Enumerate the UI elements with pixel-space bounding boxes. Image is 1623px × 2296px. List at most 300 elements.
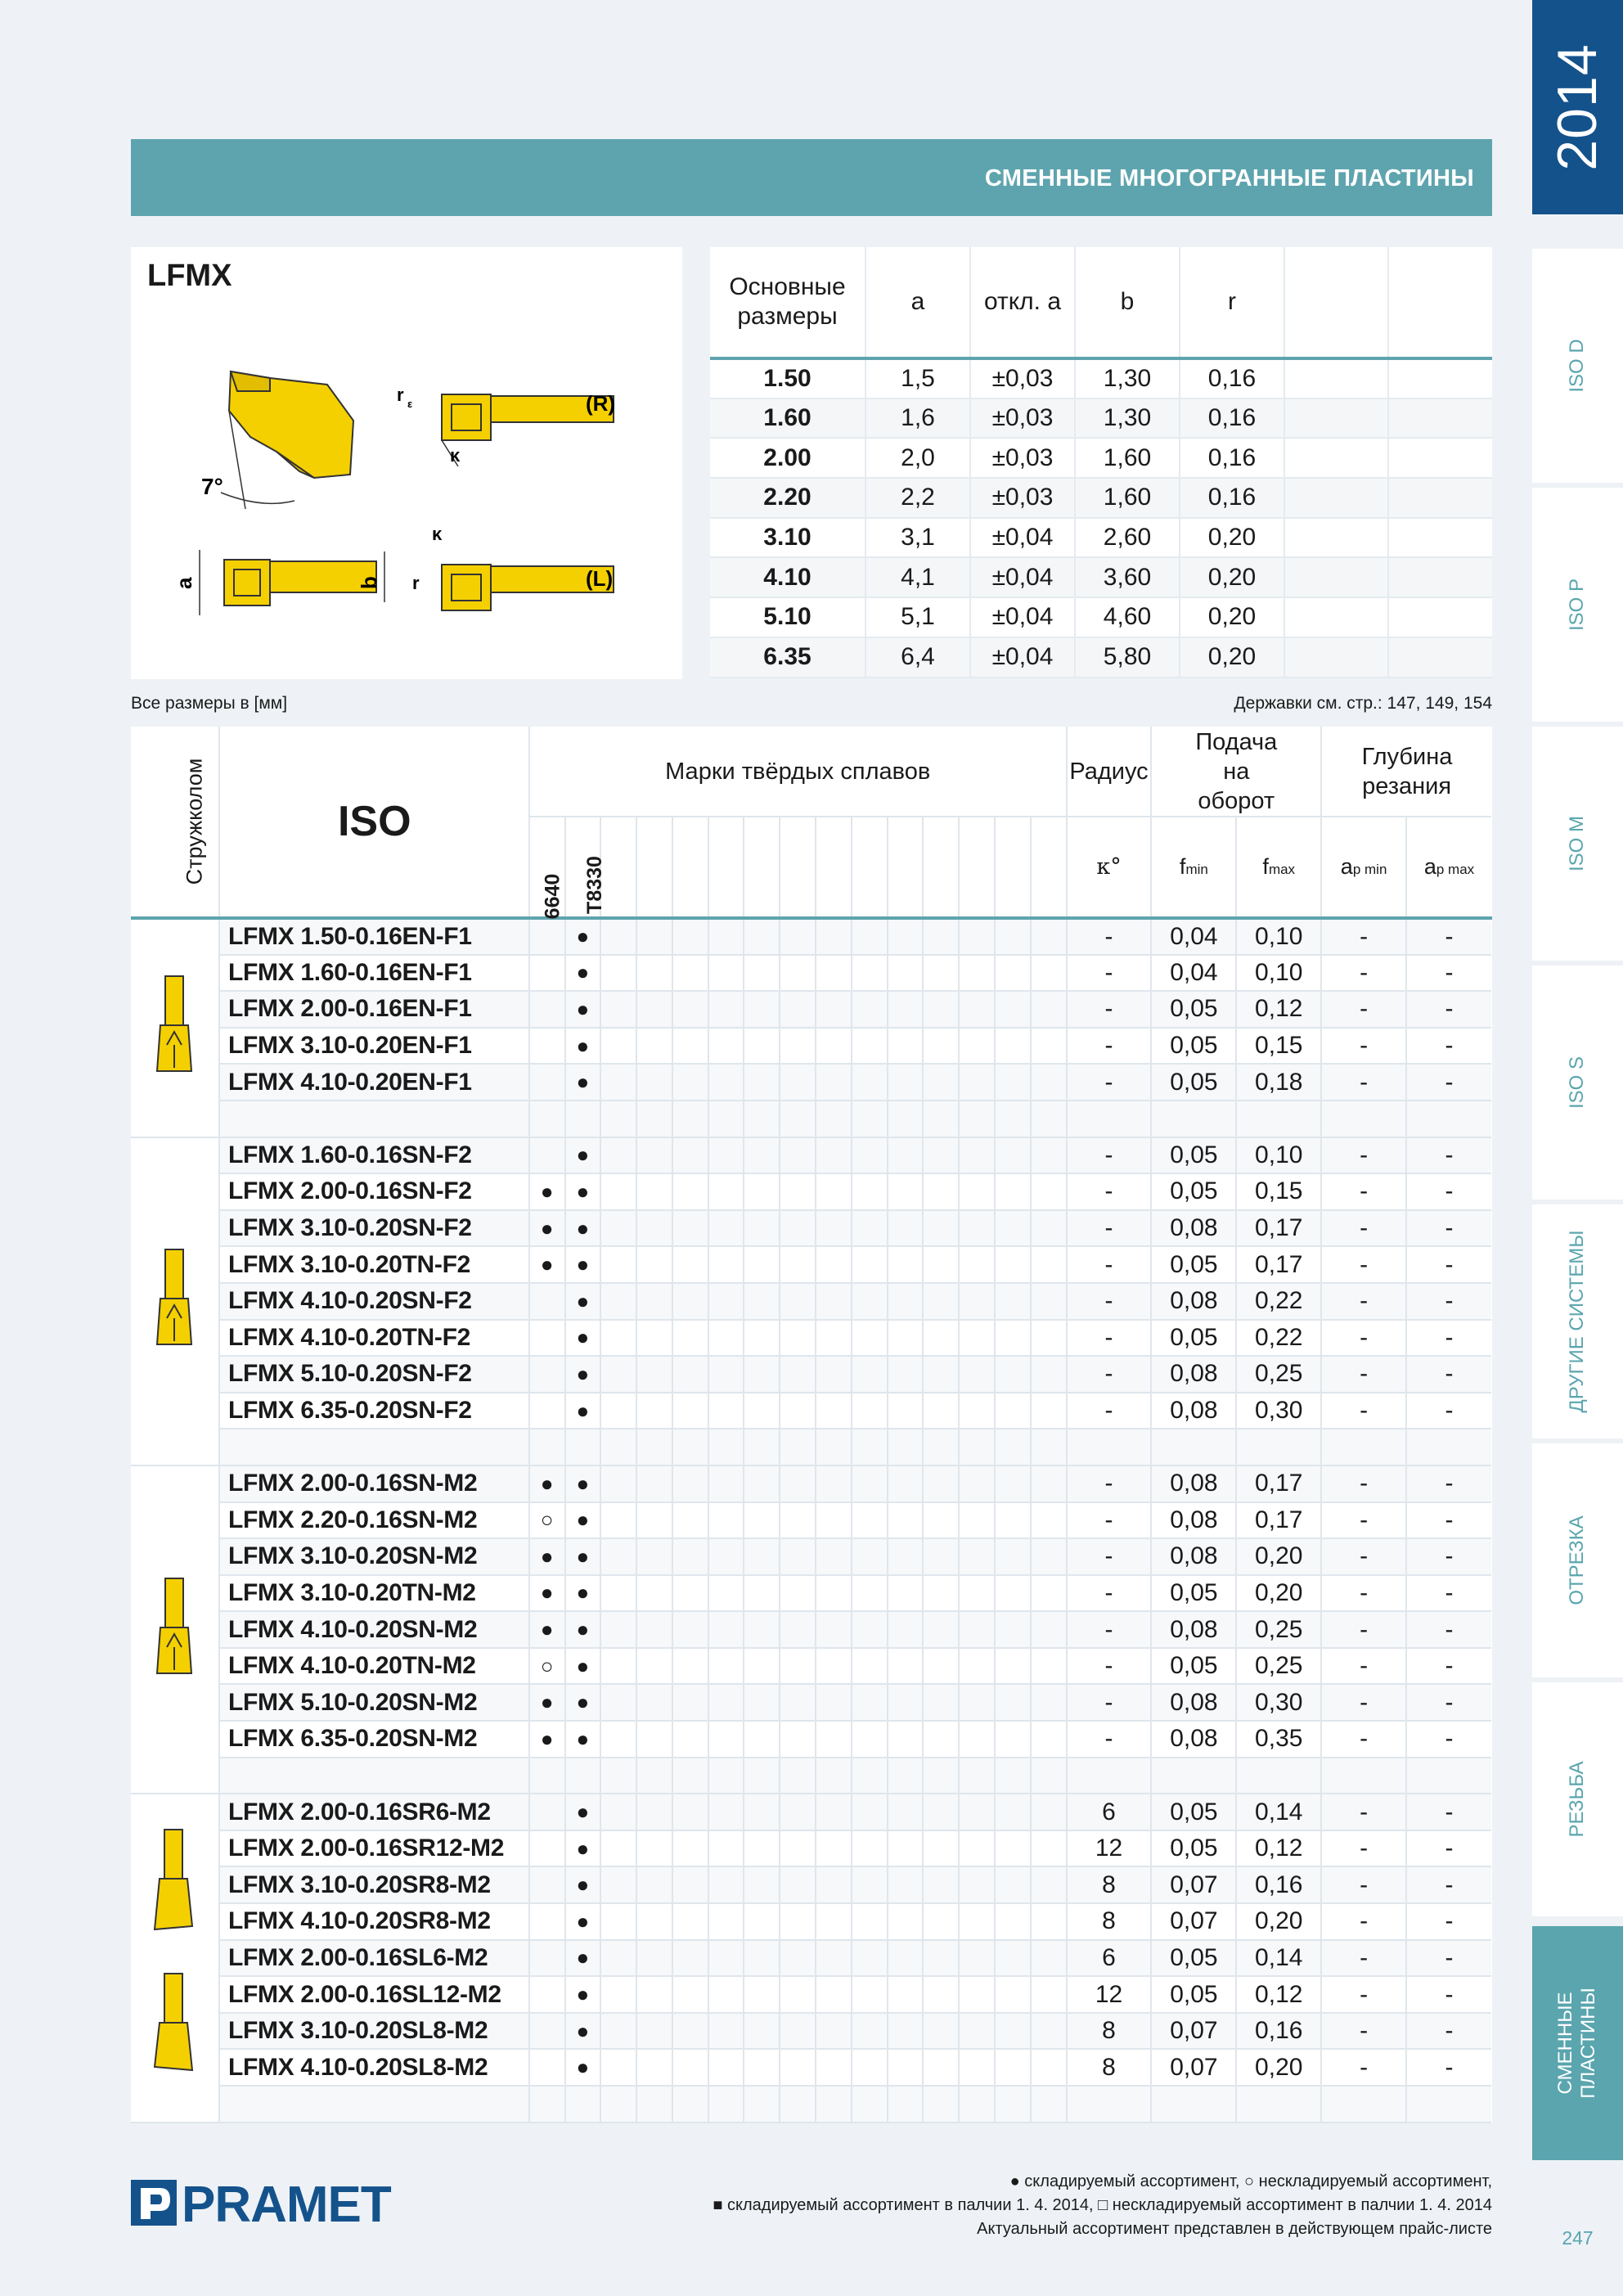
dim-value: 3,1 [865,518,970,558]
grade-empty-cell [636,1903,672,1940]
spacer-cell [565,2086,601,2123]
grade-empty-cell [959,1940,995,1977]
grade-empty-cell [600,991,636,1028]
ap-min-value: - [1321,1684,1406,1721]
grade-empty-cell [888,1356,924,1393]
f-min-value: 0,08 [1151,1356,1236,1393]
grade-availability: ● [565,1538,601,1575]
grade-empty-cell [923,955,959,992]
grade-empty-cell [672,1246,708,1283]
legend-line: Актуальный ассортимент представлен в действующем прайс-листе [977,2220,1492,2238]
spacer-cell [672,2086,708,2123]
grade-empty-cell [959,1794,995,1830]
grade-empty-cell [636,1393,672,1429]
f-max-value: 0,20 [1236,2049,1321,2086]
radius-value: 12 [1067,1830,1152,1867]
f-max-value: 0,12 [1236,1830,1321,1867]
grade-empty-cell [852,1210,888,1247]
grade-empty-cell [708,2013,744,2050]
spacer-cell [959,2086,995,2123]
grade-empty-cell [888,1393,924,1429]
page-number: 247 [1562,2227,1594,2249]
insert-row [131,1356,1491,1393]
grade-empty-cell [708,1721,744,1758]
spacer-cell [744,1758,780,1794]
grade-empty-cell [959,1538,995,1575]
insert-row [131,1465,1491,1502]
grade-empty-cell [672,1356,708,1393]
empty-cell [1284,518,1388,558]
grade-empty-cell [708,1976,744,2013]
ap-max-value: - [1406,1903,1491,1940]
grade-empty-cell [636,1538,672,1575]
spacer-cell [600,1101,636,1137]
iso-code: LFMX 2.00-0.16EN-F1 [219,991,529,1028]
grade-empty-cell [852,1465,888,1502]
iso-code: LFMX 1.50-0.16EN-F1 [219,918,529,955]
grade-availability: ● [565,1611,601,1648]
grade-availability [529,1940,565,1977]
tab-iso-p[interactable] [1532,488,1623,722]
grade-empty-cell [636,2013,672,2050]
header-a: a [865,247,970,358]
grade-empty-cell [923,1393,959,1429]
ap-min-value: - [1321,1611,1406,1648]
grade-empty-cell [600,1320,636,1357]
radius-value: - [1067,955,1152,992]
size-code: 1.50 [710,358,865,398]
grade-empty-cell [1031,1976,1067,2013]
ap-min-value: - [1321,1830,1406,1867]
grade-empty-cell [923,1320,959,1357]
grade-empty-cell [888,1684,924,1721]
spacer-cell [780,2086,816,2123]
ap-min-value: - [1321,1356,1406,1393]
iso-code: LFMX 4.10-0.20SN-M2 [219,1611,529,1648]
grade-availability [529,1320,565,1357]
grade-empty-cell [672,1502,708,1539]
grade-empty-cell [888,1794,924,1830]
grade-empty-cell [600,1137,636,1174]
spacer-cell [744,2086,780,2123]
spacer-cell [1031,2086,1067,2123]
grade-empty-cell [744,2049,780,2086]
spacer-cell [816,2086,852,2123]
grade-empty-cell [708,1648,744,1685]
grade-empty-cell [708,1028,744,1065]
ap-max-value: - [1406,1393,1491,1429]
grade-empty-cell [959,1064,995,1101]
dim-value: ±0,04 [970,637,1075,678]
ap-max-value: - [1406,1137,1491,1174]
grade-empty-cell [600,1465,636,1502]
ap-max-value: - [1406,1465,1491,1502]
grade-empty-cell [672,1137,708,1174]
ap-max-value: - [1406,1356,1491,1393]
spacer-cell [565,1101,601,1137]
grade-empty-cell [744,918,780,955]
f-max-value: 0,22 [1236,1283,1321,1320]
grade-empty-cell [600,1794,636,1830]
size-code: 2.20 [710,478,865,518]
iso-code: LFMX 2.00-0.16SR6-M2 [219,1794,529,1830]
insert-row [131,991,1491,1028]
radius-value: - [1067,1611,1152,1648]
dim-value: 2,60 [1075,518,1180,558]
grade-empty-cell [1031,918,1067,955]
grade-availability [529,1028,565,1065]
grade-empty-cell [888,2013,924,2050]
spacer-cell [888,2086,924,2123]
grade-empty-cell [1031,1611,1067,1648]
grade-empty-cell [959,1575,995,1612]
ap-min-value: - [1321,1866,1406,1903]
spacer-cell [1067,1758,1152,1794]
tab-other-systems[interactable] [1532,1204,1623,1438]
empty-cell [1388,398,1492,439]
grade-empty-cell [816,1866,852,1903]
grade-empty-cell [816,1283,852,1320]
grade-empty-cell [744,1903,780,1940]
grade-availability: ● [529,1173,565,1210]
spacer-cell [1406,1758,1491,1794]
radius-value: - [1067,991,1152,1028]
header-empty [1284,247,1388,358]
grade-empty-cell [995,1721,1031,1758]
grade-empty-cell [888,991,924,1028]
grade-empty-cell [888,1976,924,2013]
grade-empty-cell [995,1502,1031,1539]
grade-empty-cell [959,1283,995,1320]
ap-min-value: - [1321,1210,1406,1247]
ap-max-value: - [1406,1320,1491,1357]
grade-empty-cell [959,1648,995,1685]
spacer-cell [1151,1429,1236,1465]
radius-value: - [1067,1173,1152,1210]
f-max-value: 0,10 [1236,955,1321,992]
grade-empty-cell [1031,1830,1067,1867]
spacer-cell [923,1758,959,1794]
header-r: r [1180,247,1284,358]
grade-empty-cell [636,1611,672,1648]
grade-empty-cell [995,1137,1031,1174]
header-f-min [1151,817,1236,916]
chipbreaker-cell [131,1465,219,1794]
grade-empty-cell [959,1721,995,1758]
grade-empty-cell [780,1611,816,1648]
grade-empty-cell [816,1028,852,1065]
grade-empty-cell [816,1210,852,1247]
spacer-cell [1031,1101,1067,1137]
chipbreaker-cell [131,1794,219,2122]
header-b: b [1075,247,1180,358]
grade-empty-cell [780,2049,816,2086]
iso-code: LFMX 4.10-0.20TN-F2 [219,1320,529,1357]
dim-value: 1,30 [1075,398,1180,439]
f-min-value: 0,08 [1151,1283,1236,1320]
grade-availability: ● [565,1320,601,1357]
grade-empty-cell [708,991,744,1028]
grade-empty-cell [780,1283,816,1320]
grade-availability: ● [565,1794,601,1830]
insert-row [131,1393,1491,1429]
grade-empty-cell [995,955,1031,992]
grade-empty-cell [888,1721,924,1758]
spacer-cell [923,1429,959,1465]
f-max-value: 0,17 [1236,1465,1321,1502]
grade-empty-cell [636,1502,672,1539]
grade-empty-cell [888,1320,924,1357]
grade-empty-cell [852,1611,888,1648]
f-min-value: 0,04 [1151,918,1236,955]
spacer-cell [708,1429,744,1465]
grade-empty-cell [1031,991,1067,1028]
grade-empty-cell [744,1210,780,1247]
grade-empty-cell [672,1028,708,1065]
grade-empty-cell [995,1940,1031,1977]
grade-empty-cell [995,1648,1031,1685]
dim-value: 0,16 [1180,358,1284,398]
f-max-value: 0,20 [1236,1903,1321,1940]
grade-availability: ● [565,1173,601,1210]
grade-empty-cell [636,1320,672,1357]
ap-min-value: - [1321,1064,1406,1101]
iso-code: LFMX 3.10-0.20SR8-M2 [219,1866,529,1903]
ap-max-value: - [1406,1866,1491,1903]
grade-empty-cell [816,1575,852,1612]
insert-row [131,1283,1491,1320]
tab-iso-s[interactable] [1532,966,1623,1200]
radius-value: - [1067,1356,1152,1393]
dimensions-table [710,247,1492,679]
tab-label: ISO M [1566,815,1588,872]
grade-empty-cell [780,1721,816,1758]
insert-row [131,2049,1491,2086]
grade-empty-cell [672,1465,708,1502]
spacer-cell [636,1758,672,1794]
header-tol-a: откл. a [970,247,1075,358]
grade-availability: ● [565,1356,601,1393]
spacer-cell [529,2086,565,2123]
ap-max-value: - [1406,1064,1491,1101]
spacer-cell [600,1758,636,1794]
f-min-value: 0,08 [1151,1502,1236,1539]
p-max-label: p max [1436,862,1475,877]
grade-availability: ● [565,1575,601,1612]
grade-empty-cell [780,1064,816,1101]
dim-value: 0,16 [1180,478,1284,518]
iso-code: LFMX 3.10-0.20EN-F1 [219,1028,529,1065]
grade-availability: ● [565,2013,601,2050]
grade-empty-cell [959,2049,995,2086]
f-max-value: 0,20 [1236,1538,1321,1575]
grade-empty-cell [816,1320,852,1357]
grade-label: 6640 [541,873,564,920]
grade-empty-cell [959,1137,995,1174]
grade-empty-cell [636,1283,672,1320]
grade-empty-cell [780,1538,816,1575]
ap-max-value: - [1406,1794,1491,1830]
grade-col-empty [744,817,780,916]
grade-availability: ● [565,1283,601,1320]
spacer-cell [923,1101,959,1137]
spacer-cell [1067,1101,1152,1137]
f-min-value: 0,08 [1151,1684,1236,1721]
grade-empty-cell [816,1137,852,1174]
ap-min-value: - [1321,1721,1406,1758]
radius-value: 8 [1067,1903,1152,1940]
grade-empty-cell [852,1356,888,1393]
size-code: 3.10 [710,518,865,558]
main-header-row-1 [131,727,1491,817]
grade-empty-cell [600,1684,636,1721]
insert-right-view [397,385,615,466]
tab-threading[interactable] [1532,1682,1623,1916]
insert-3d-view [201,371,353,509]
grade-empty-cell [780,1210,816,1247]
iso-code: LFMX 5.10-0.20SN-F2 [219,1356,529,1393]
ap-max-value: - [1406,2013,1491,2050]
grade-empty-cell [672,1830,708,1867]
grade-empty-cell [708,1794,744,1830]
grade-availability: ● [529,1575,565,1612]
grade-empty-cell [959,955,995,992]
epsilon-label: ε [407,398,413,410]
dimension-b-label: b [357,576,381,589]
size-code: 5.10 [710,597,865,637]
chipbreaker-label: Стружколом [182,758,207,885]
header-feed [1151,727,1321,817]
grade-empty-cell [1031,1866,1067,1903]
grade-empty-cell [816,1684,852,1721]
f-max-value: 0,30 [1236,1393,1321,1429]
grade-empty-cell [995,1173,1031,1210]
grade-col-empty [672,817,708,916]
grade-empty-cell [1031,1356,1067,1393]
grade-empty-cell [744,1866,780,1903]
dim-value: 0,16 [1180,398,1284,439]
grade-empty-cell [888,1502,924,1539]
grade-empty-cell [1031,1903,1067,1940]
insert-row [131,1137,1491,1174]
grade-empty-cell [816,1721,852,1758]
grade-empty-cell [708,1246,744,1283]
iso-code: LFMX 4.10-0.20EN-F1 [219,1064,529,1101]
tab-inserts[interactable] [1532,1926,1623,2160]
dim-value: 4,60 [1075,597,1180,637]
grade-empty-cell [959,1684,995,1721]
dim-value: ±0,04 [970,518,1075,558]
f-min-value: 0,08 [1151,1538,1236,1575]
tab-label: ISO S [1566,1056,1588,1110]
dim-value: 6,4 [865,637,970,678]
iso-code: LFMX 5.10-0.20SN-M2 [219,1684,529,1721]
radius-value: - [1067,1721,1152,1758]
insert-row [131,1903,1491,1940]
grade-empty-cell [959,918,995,955]
grade-empty-cell [708,1210,744,1247]
grade-empty-cell [888,1137,924,1174]
insert-row [131,1173,1491,1210]
ap-min-value: - [1321,1393,1406,1429]
f-max-value: 0,22 [1236,1320,1321,1357]
grade-empty-cell [600,1538,636,1575]
grade-empty-cell [672,1794,708,1830]
grade-empty-cell [600,1721,636,1758]
inserts-table [131,727,1492,2123]
insert-left-view [412,524,614,610]
f-min-value: 0,05 [1151,1246,1236,1283]
ap-min-value: - [1321,2049,1406,2086]
grade-empty-cell [995,991,1031,1028]
grade-empty-cell [995,1393,1031,1429]
iso-code: LFMX 6.35-0.20SN-F2 [219,1393,529,1429]
grade-empty-cell [708,1866,744,1903]
dim-value: 5,80 [1075,637,1180,678]
iso-code: LFMX 4.10-0.20TN-M2 [219,1648,529,1685]
dim-value: ±0,03 [970,478,1075,518]
grade-empty-cell [816,918,852,955]
grade-empty-cell [852,1393,888,1429]
tab-label: ISO P [1566,578,1588,632]
grade-empty-cell [708,1283,744,1320]
ap-max-value: - [1406,918,1491,955]
spacer-cell [816,1758,852,1794]
grade-empty-cell [888,1611,924,1648]
tab-iso-m[interactable] [1532,727,1623,961]
grade-empty-cell [636,1028,672,1065]
tab-parting[interactable] [1532,1443,1623,1677]
f-min-value: 0,05 [1151,1064,1236,1101]
grade-empty-cell [672,2049,708,2086]
insert-row [131,1684,1491,1721]
spacer-cell [1151,1758,1236,1794]
grade-empty-cell [600,1393,636,1429]
logo-text: PRAMET [182,2177,391,2229]
grade-empty-cell [672,918,708,955]
grade-empty-cell [923,1356,959,1393]
grade-empty-cell [744,1721,780,1758]
ap-min-value: - [1321,1320,1406,1357]
pramet-logo [131,2177,409,2233]
grade-empty-cell [923,1210,959,1247]
f-min-value: 0,05 [1151,1575,1236,1612]
depth-label: Глубина резания [1361,743,1453,799]
tab-iso-d[interactable] [1532,249,1623,483]
grade-empty-cell [780,1976,816,2013]
product-title: LFMX [147,259,232,293]
grade-empty-cell [708,1137,744,1174]
grade-empty-cell [708,918,744,955]
f-min-value: 0,08 [1151,1210,1236,1247]
f-min-value: 0,05 [1151,1137,1236,1174]
grade-availability [529,1830,565,1867]
header-kappa: κ° [1067,817,1152,916]
grade-empty-cell [995,1246,1031,1283]
grade-empty-cell [672,1611,708,1648]
grade-empty-cell [780,1575,816,1612]
grade-empty-cell [672,2013,708,2050]
group-spacer-row [131,1758,1491,1794]
f-max-value: 0,30 [1236,1684,1321,1721]
grade-empty-cell [852,1173,888,1210]
grade-availability: ● [565,1648,601,1685]
grade-availability: ● [565,1903,601,1940]
f-min-value: 0,05 [1151,1173,1236,1210]
ap-min-value: - [1321,1283,1406,1320]
grade-empty-cell [852,1684,888,1721]
grade-empty-cell [888,1903,924,1940]
